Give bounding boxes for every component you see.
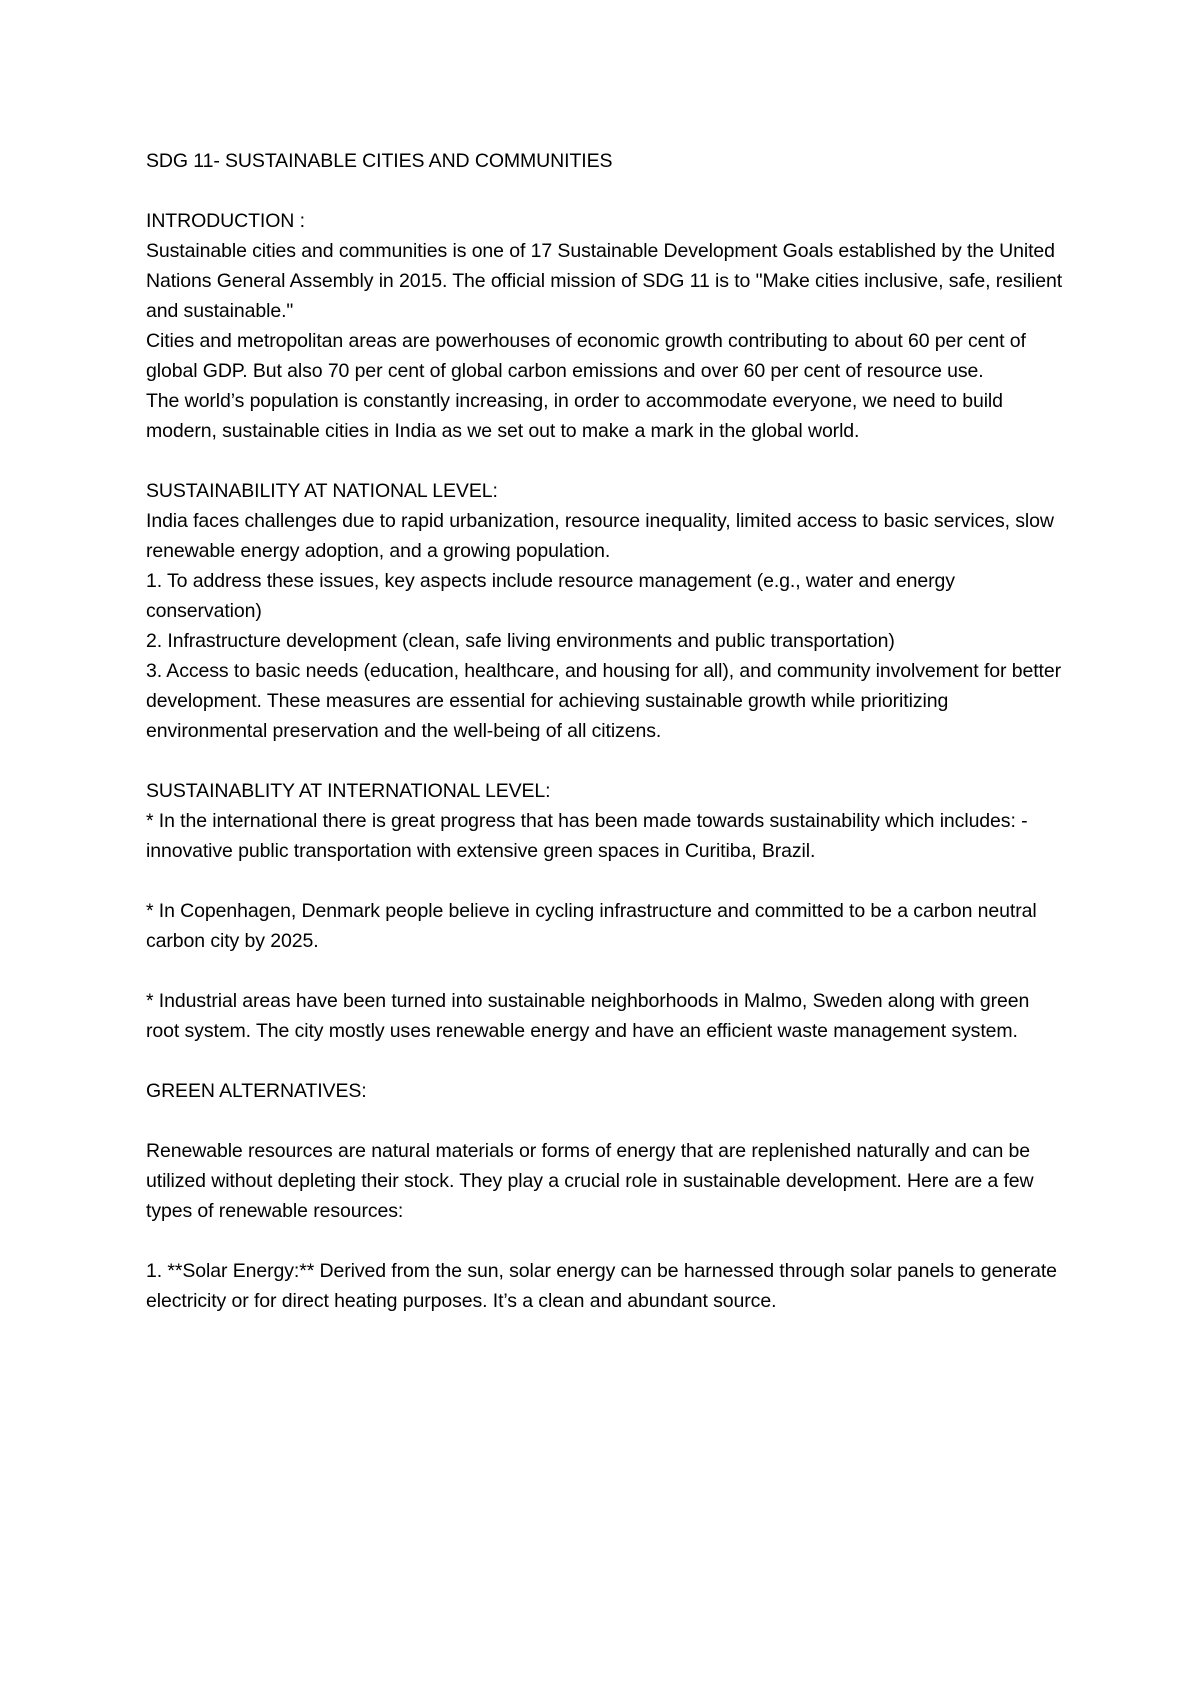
national-heading: SUSTAINABILITY AT NATIONAL LEVEL: <box>146 480 498 502</box>
national-list-item: 3. Access to basic needs (education, healthcare, and housing for all), and community involvement for better development. These measures are essential for achieving sustainable growth while prioritizing environmental preservation and the well-being of all citizens. <box>146 660 1061 742</box>
spacer <box>146 1226 1066 1256</box>
international-bullet: * In the international there is great progress that has been made towards sustainability which includes: - innovative public transportation with extensive green spaces in Curitiba, Brazil. <box>146 810 1028 862</box>
introduction-paragraph: The world’s population is constantly increasing, in order to accommodate everyone, we need to build modern, sustainable cities in India as we set out to make a mark in the global world. <box>146 390 1003 442</box>
spacer <box>146 866 1066 896</box>
green-heading: GREEN ALTERNATIVES: <box>146 1080 367 1102</box>
green-list-item: 1. **Solar Energy:** Derived from the sun, solar energy can be harnessed through solar panels to generate electricity or for direct heating purposes. It’s a clean and abundant source. <box>146 1260 1057 1312</box>
green-paragraph: Renewable resources are natural materials or forms of energy that are replenished naturally and can be utilized without depleting their stock. They play a crucial role in sustainable development. Here are a few types of renewable resources: <box>146 1140 1034 1222</box>
document-title: SDG 11- SUSTAINABLE CITIES AND COMMUNITIES <box>146 150 613 172</box>
spacer <box>146 1106 1066 1136</box>
document-body <box>146 146 1066 1316</box>
introduction-heading: INTRODUCTION : <box>146 210 305 232</box>
international-bullet: * In Copenhagen, Denmark people believe in cycling infrastructure and committed to be a carbon neutral carbon city by 2025. <box>146 900 1037 952</box>
national-list-item: 1. To address these issues, key aspects include resource management (e.g., water and energy conservation) <box>146 570 955 622</box>
international-heading: SUSTAINABLITY AT INTERNATIONAL LEVEL: <box>146 780 551 802</box>
spacer <box>146 446 1066 476</box>
introduction-paragraph: Cities and metropolitan areas are powerhouses of economic growth contributing to about 60 per cent of global GDP. But also 70 per cent of global carbon emissions and over 60 per cent of resource use. <box>146 330 1026 382</box>
spacer <box>146 956 1066 986</box>
spacer <box>146 176 1066 206</box>
national-paragraph: India faces challenges due to rapid urbanization, resource inequality, limited access to basic services, slow renewable energy adoption, and a growing population. <box>146 510 1054 562</box>
introduction-paragraph: Sustainable cities and communities is one of 17 Sustainable Development Goals established by the United Nations General Assembly in 2015. The official mission of SDG 11 is to "Make cities inclusive, safe, resilient and sustainable." <box>146 240 1063 322</box>
national-list-item: 2. Infrastructure development (clean, safe living environments and public transportation) <box>146 630 895 652</box>
spacer <box>146 746 1066 776</box>
international-bullet: * Industrial areas have been turned into sustainable neighborhoods in Malmo, Sweden along with green root system. The city mostly uses renewable energy and have an efficient waste management system. <box>146 990 1030 1042</box>
spacer <box>146 1046 1066 1076</box>
